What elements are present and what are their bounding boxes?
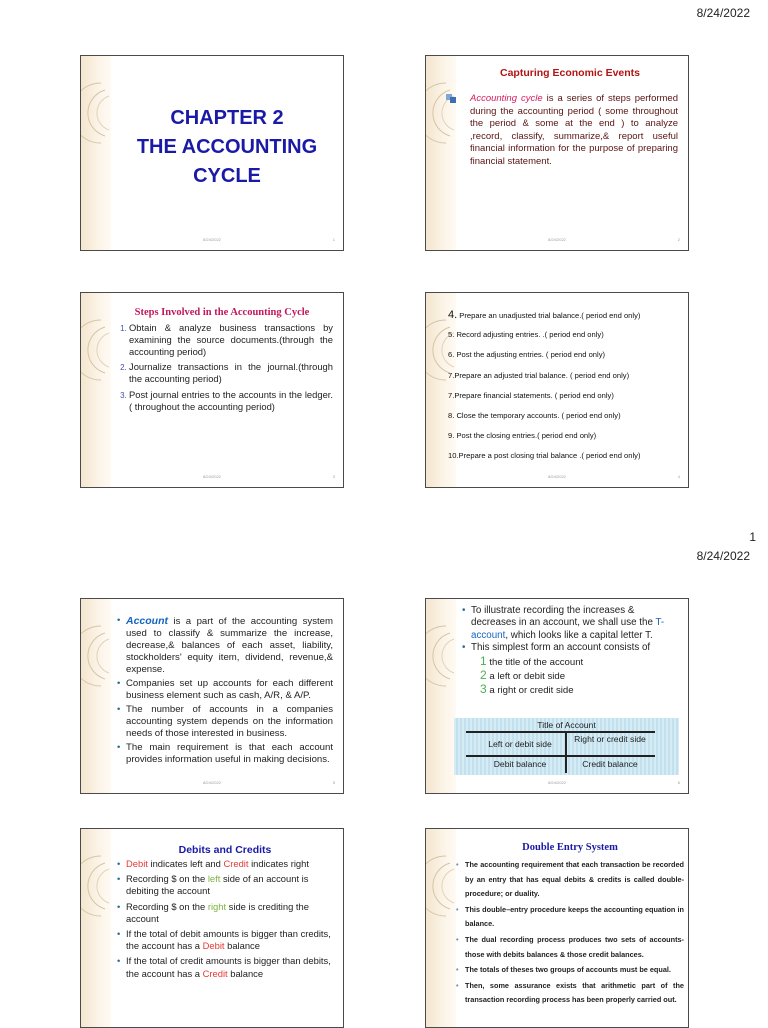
list-item: • Account is a part of the accounting system used to classify & summarize the increase, decrease,& balances of each asset, liability, stockholders' equity item, dividend, revenue,& expense. [117, 615, 333, 676]
list-item: 8. Close the temporary accounts. ( period end only) [448, 410, 621, 420]
slide-footer: 8/24/2022 1 [203, 237, 335, 242]
debits-credits-bullets [117, 858, 333, 980]
t-account-vertical-line [565, 731, 567, 773]
list-item: • The accounting requirement that each transaction be recorded by an entry that has equal debits & credits is called double-procedure; or duality. [456, 858, 684, 902]
slide-4 [425, 292, 689, 488]
term-t-account: T-account [471, 617, 665, 641]
list-item: • Then, some assurance exists that arithmetic part of the transaction recording process has been properly carried out. [456, 979, 684, 1008]
list-item: 1. Obtain & analyze business transactions by examining the source documents.(through the accounting period) [129, 322, 333, 357]
list-item: 2. Journalize transactions in the journal.(through the accounting period) [129, 361, 333, 385]
list-item: • The number of accounts in a companies accounting system depends on the information needs of those interested in business. [117, 704, 333, 740]
page-date-top: 8/24/2022 [696, 6, 750, 20]
list-item: 3. Post journal entries to the accounts in the ledger.( throughout the accounting period) [129, 389, 333, 413]
list-item: • Recording $ on the left side of an account is debiting the account [117, 873, 333, 897]
list-item: 4. Prepare an unadjusted trial balance.( period end only) [448, 309, 641, 321]
list-item: • To illustrate recording the increases & decreases in an account, we shall use the T-account, which looks like a capital letter T. [462, 605, 678, 642]
t-account-mid-line [466, 755, 655, 757]
slide-7-title: Debits and Credits [178, 844, 272, 856]
slide-5 [80, 598, 344, 794]
list-item: 2 a left or debit side [480, 667, 566, 682]
page-number: 1 [749, 530, 756, 544]
slide-3 [80, 292, 344, 488]
t-account-debit-balance: Debit balance [493, 759, 547, 769]
t-account-left-label: Left or debit side [488, 739, 552, 749]
slide-3-title: Steps Involved in the Accounting Cycle [134, 307, 310, 318]
term-accounting-cycle: Accounting cycle [470, 93, 543, 104]
list-item: 6. Post the adjusting entries. ( period end only) [448, 350, 606, 360]
list-item: • If the total of credit amounts is bigger than debits, the account has a Credit balance [117, 955, 333, 979]
list-item: 3 a right or credit side [480, 682, 574, 697]
slide-footer: 8/24/2022 5 [203, 780, 335, 785]
t-account-bullets [462, 605, 678, 655]
list-item: • Companies set up accounts for each different business element such as cash, A/R, & A/P. [117, 678, 333, 702]
list-item: 5. Record adjusting entries. .( period end only) [448, 330, 604, 340]
steps-list [111, 322, 333, 413]
list-item: 9. Post the closing entries.( period end only) [448, 431, 597, 441]
list-item: 7.Prepare an adjusted trial balance. ( period end only) [448, 370, 630, 380]
slide-8-title: Double Entry System [522, 842, 618, 853]
slide-footer: 8/24/2022 4 [548, 474, 680, 479]
slide-7 [80, 828, 344, 1028]
list-item: 10.Prepare a post closing trial balance .( period end only) [448, 451, 641, 461]
slide-2 [425, 55, 689, 251]
title-line: THE ACCOUNTING [136, 136, 318, 158]
t-account-title: Title of Account [537, 720, 596, 730]
double-entry-bullets [456, 858, 684, 1008]
bullet-square-icon [446, 94, 456, 103]
slide-1 [80, 55, 344, 251]
list-item: 1 the title of the account [480, 653, 584, 668]
list-item: • This double–entry procedure keeps the accounting equation in balance. [456, 903, 684, 932]
t-account-diagram [454, 718, 679, 775]
t-account-top-line [466, 731, 655, 733]
list-item: • The dual recording process produces two sets of accounts-those with debits balances & those credit balances. [456, 933, 684, 962]
t-account-right-label: Right or credit side [574, 734, 646, 744]
term-account: Account [126, 615, 168, 627]
slide-2-body: Accounting cycle is a series of steps performed during the accounting period ( some throughout the period & some at the end ) to analyze ,record, classify, summarize,& report useful financial information for the purpose of preparing financial statement. [462, 93, 678, 169]
title-line: CYCLE [193, 165, 261, 187]
list-item: • This simplest form an account consists of [462, 642, 678, 654]
account-bullets [117, 615, 333, 766]
title-line: CHAPTER 2 [170, 107, 284, 129]
slide-8 [425, 828, 689, 1028]
list-item: • Debit indicates left and Credit indicates right [117, 858, 333, 870]
list-item: 7.Prepare financial statements. ( period end only) [448, 390, 614, 400]
list-item: • Recording $ on the right side is crediting the account [117, 901, 333, 925]
slide-1-title [111, 104, 343, 191]
list-item: • If the total of debit amounts is bigger than credits, the account has a Debit balance [117, 928, 333, 952]
slide-2-title: Capturing Economic Events [499, 67, 641, 79]
list-item: • The totals of theses two groups of accounts must be equal. [456, 963, 684, 978]
page-date-mid: 8/24/2022 [696, 549, 750, 563]
t-account-credit-balance: Credit balance [582, 759, 638, 769]
slide-footer: 8/24/2022 2 [548, 237, 680, 242]
t-account-parts [462, 655, 678, 698]
steps-list-continued [448, 309, 682, 471]
slide-footer: 8/24/2022 3 [203, 474, 335, 479]
slide-footer: 8/24/2022 6 [548, 780, 680, 785]
list-item: • The main requirement is that each account provides information useful in making decisions. [117, 742, 333, 766]
